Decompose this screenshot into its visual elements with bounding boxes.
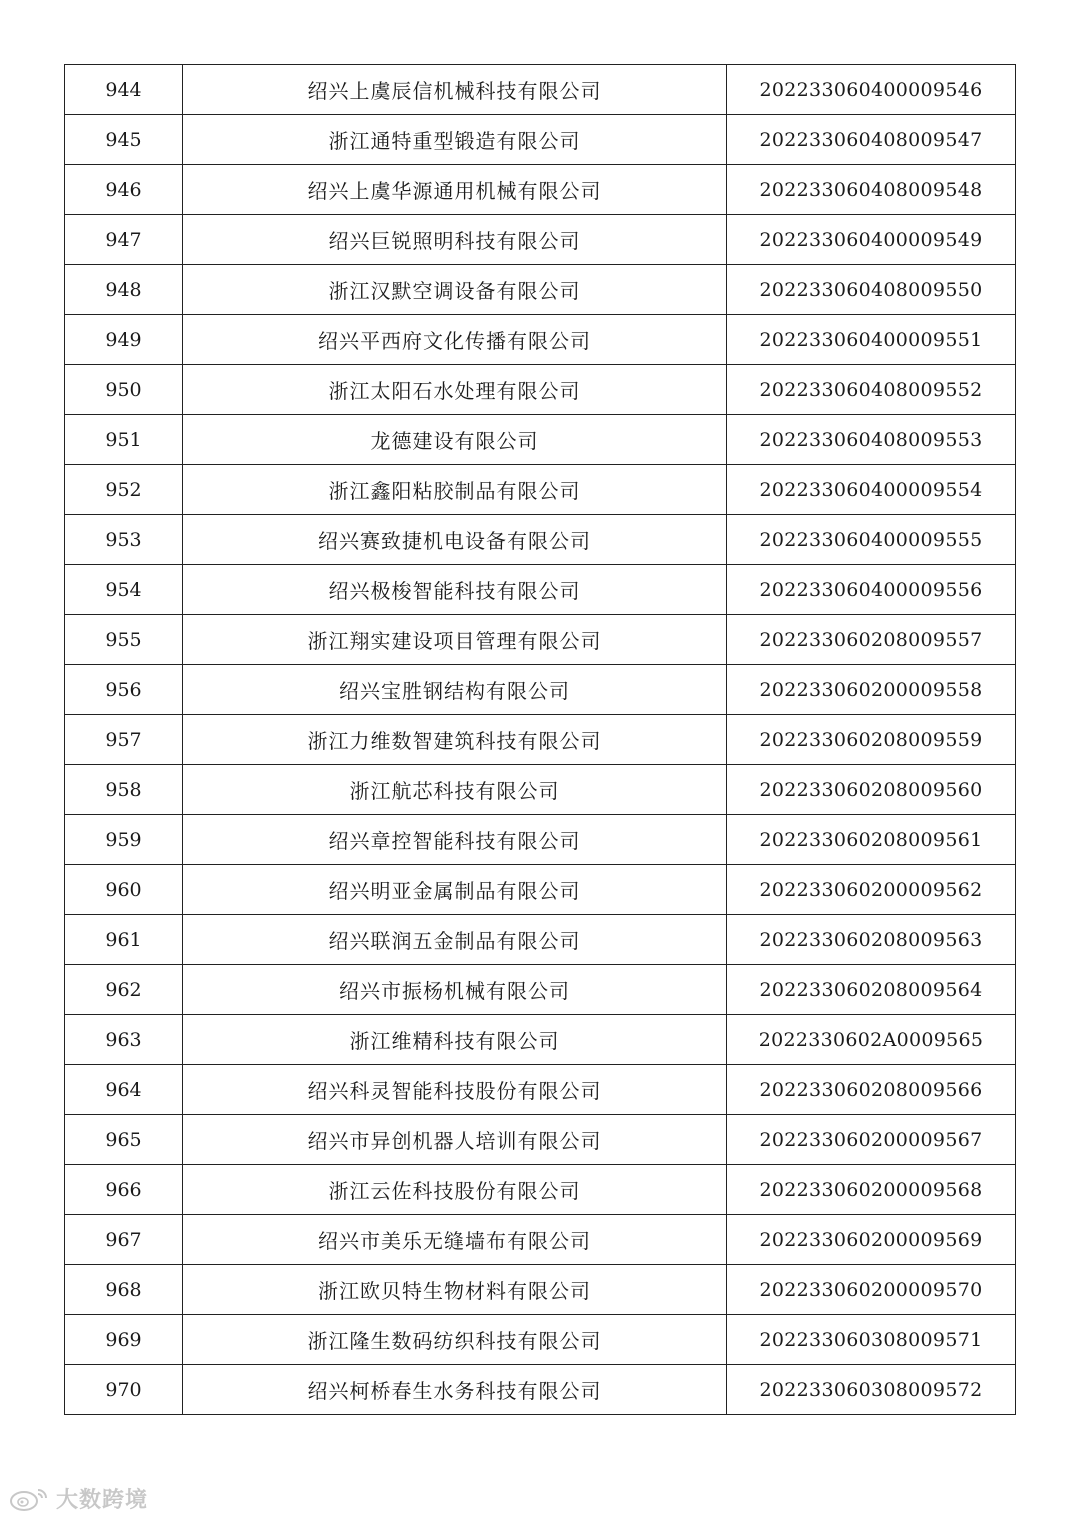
table-row	[65, 565, 1016, 615]
row-number-cell: 948	[65, 265, 183, 315]
company-name-cell: 绍兴上虞辰信机械科技有限公司	[183, 65, 727, 115]
company-name-cell: 绍兴章控智能科技有限公司	[183, 815, 727, 865]
registration-code-cell: 202233060308009572	[727, 1365, 1016, 1415]
row-number-cell: 956	[65, 665, 183, 715]
company-name-cell: 绍兴市美乐无缝墙布有限公司	[183, 1215, 727, 1265]
registration-code-cell: 202233060408009553	[727, 415, 1016, 465]
row-number-cell: 966	[65, 1165, 183, 1215]
row-number-cell: 959	[65, 815, 183, 865]
registration-code-cell: 202233060200009567	[727, 1115, 1016, 1165]
registration-code-cell: 202233060400009555	[727, 515, 1016, 565]
table-row	[65, 365, 1016, 415]
row-number-cell: 962	[65, 965, 183, 1015]
table-row	[65, 1015, 1016, 1065]
table-row	[65, 1165, 1016, 1215]
row-number-cell: 952	[65, 465, 183, 515]
registration-code-cell: 202233060208009560	[727, 765, 1016, 815]
row-number-cell: 955	[65, 615, 183, 665]
registration-code-cell: 202233060200009562	[727, 865, 1016, 915]
table-row	[65, 1065, 1016, 1115]
company-registry-table	[64, 64, 1016, 1415]
company-name-cell: 浙江鑫阳粘胶制品有限公司	[183, 465, 727, 515]
table-row	[65, 1265, 1016, 1315]
company-name-cell: 绍兴联润五金制品有限公司	[183, 915, 727, 965]
row-number-cell: 950	[65, 365, 183, 415]
registration-code-cell: 202233060208009563	[727, 915, 1016, 965]
company-name-cell: 绍兴科灵智能科技股份有限公司	[183, 1065, 727, 1115]
table-row	[65, 1115, 1016, 1165]
company-name-cell: 浙江太阳石水处理有限公司	[183, 365, 727, 415]
registration-code-cell: 202233060308009571	[727, 1315, 1016, 1365]
table-row	[65, 265, 1016, 315]
company-name-cell: 龙德建设有限公司	[183, 415, 727, 465]
table-body	[65, 65, 1016, 1415]
company-name-cell: 浙江隆生数码纺织科技有限公司	[183, 1315, 727, 1365]
registration-code-cell: 202233060400009549	[727, 215, 1016, 265]
registration-code-cell: 202233060408009547	[727, 115, 1016, 165]
registration-code-cell: 202233060200009570	[727, 1265, 1016, 1315]
table-row	[65, 715, 1016, 765]
row-number-cell: 951	[65, 415, 183, 465]
row-number-cell: 967	[65, 1215, 183, 1265]
company-name-cell: 绍兴上虞华源通用机械有限公司	[183, 165, 727, 215]
registration-code-cell: 202233060400009556	[727, 565, 1016, 615]
registration-code-cell: 202233060208009559	[727, 715, 1016, 765]
company-name-cell: 浙江云佐科技股份有限公司	[183, 1165, 727, 1215]
company-name-cell: 绍兴极梭智能科技有限公司	[183, 565, 727, 615]
company-name-cell: 绍兴巨锐照明科技有限公司	[183, 215, 727, 265]
table-row	[65, 1215, 1016, 1265]
row-number-cell: 961	[65, 915, 183, 965]
row-number-cell: 963	[65, 1015, 183, 1065]
table-row	[65, 215, 1016, 265]
row-number-cell: 947	[65, 215, 183, 265]
registration-code-cell: 202233060208009564	[727, 965, 1016, 1015]
table-row	[65, 965, 1016, 1015]
company-name-cell: 浙江力维数智建筑科技有限公司	[183, 715, 727, 765]
company-name-cell: 浙江汉默空调设备有限公司	[183, 265, 727, 315]
company-name-cell: 绍兴平西府文化传播有限公司	[183, 315, 727, 365]
registration-code-cell: 202233060200009568	[727, 1165, 1016, 1215]
registration-code-cell: 202233060400009554	[727, 465, 1016, 515]
row-number-cell: 965	[65, 1115, 183, 1165]
company-name-cell: 绍兴市异创机器人培训有限公司	[183, 1115, 727, 1165]
row-number-cell: 954	[65, 565, 183, 615]
row-number-cell: 958	[65, 765, 183, 815]
registration-code-cell: 202233060408009550	[727, 265, 1016, 315]
table-row	[65, 315, 1016, 365]
registration-code-cell: 202233060200009569	[727, 1215, 1016, 1265]
table-row	[65, 665, 1016, 715]
table-row	[65, 865, 1016, 915]
row-number-cell: 969	[65, 1315, 183, 1365]
registration-code-cell: 202233060400009546	[727, 65, 1016, 115]
registration-code-cell: 202233060408009548	[727, 165, 1016, 215]
company-name-cell: 绍兴明亚金属制品有限公司	[183, 865, 727, 915]
registration-code-cell: 2022330602A0009565	[727, 1015, 1016, 1065]
company-name-cell: 绍兴赛致捷机电设备有限公司	[183, 515, 727, 565]
table-row	[65, 515, 1016, 565]
company-name-cell: 浙江翔实建设项目管理有限公司	[183, 615, 727, 665]
table-row	[65, 915, 1016, 965]
company-name-cell: 浙江航芯科技有限公司	[183, 765, 727, 815]
watermark-text: 大数跨境	[56, 1488, 149, 1513]
row-number-cell: 968	[65, 1265, 183, 1315]
weibo-logo-icon	[8, 1486, 50, 1512]
registration-code-cell: 202233060408009552	[727, 365, 1016, 415]
row-number-cell: 970	[65, 1365, 183, 1415]
table-row	[65, 415, 1016, 465]
row-number-cell: 944	[65, 65, 183, 115]
registration-code-cell: 202233060208009557	[727, 615, 1016, 665]
registration-code-cell: 202233060400009551	[727, 315, 1016, 365]
watermark	[8, 1483, 148, 1514]
row-number-cell: 949	[65, 315, 183, 365]
row-number-cell: 953	[65, 515, 183, 565]
company-name-cell: 绍兴宝胜钢结构有限公司	[183, 665, 727, 715]
row-number-cell: 964	[65, 1065, 183, 1115]
registration-code-cell: 202233060208009561	[727, 815, 1016, 865]
table-row	[65, 65, 1016, 115]
table-row	[65, 765, 1016, 815]
company-name-cell: 浙江通特重型锻造有限公司	[183, 115, 727, 165]
row-number-cell: 960	[65, 865, 183, 915]
row-number-cell: 957	[65, 715, 183, 765]
registration-code-cell: 202233060208009566	[727, 1065, 1016, 1115]
table-row	[65, 615, 1016, 665]
table-row	[65, 465, 1016, 515]
row-number-cell: 946	[65, 165, 183, 215]
table-row	[65, 165, 1016, 215]
table-row	[65, 115, 1016, 165]
company-name-cell: 浙江欧贝特生物材料有限公司	[183, 1265, 727, 1315]
table-row	[65, 815, 1016, 865]
company-name-cell: 浙江维精科技有限公司	[183, 1015, 727, 1065]
row-number-cell: 945	[65, 115, 183, 165]
table-row	[65, 1365, 1016, 1415]
company-name-cell: 绍兴市振杨机械有限公司	[183, 965, 727, 1015]
company-name-cell: 绍兴柯桥春生水务科技有限公司	[183, 1365, 727, 1415]
registration-code-cell: 202233060200009558	[727, 665, 1016, 715]
table-row	[65, 1315, 1016, 1365]
